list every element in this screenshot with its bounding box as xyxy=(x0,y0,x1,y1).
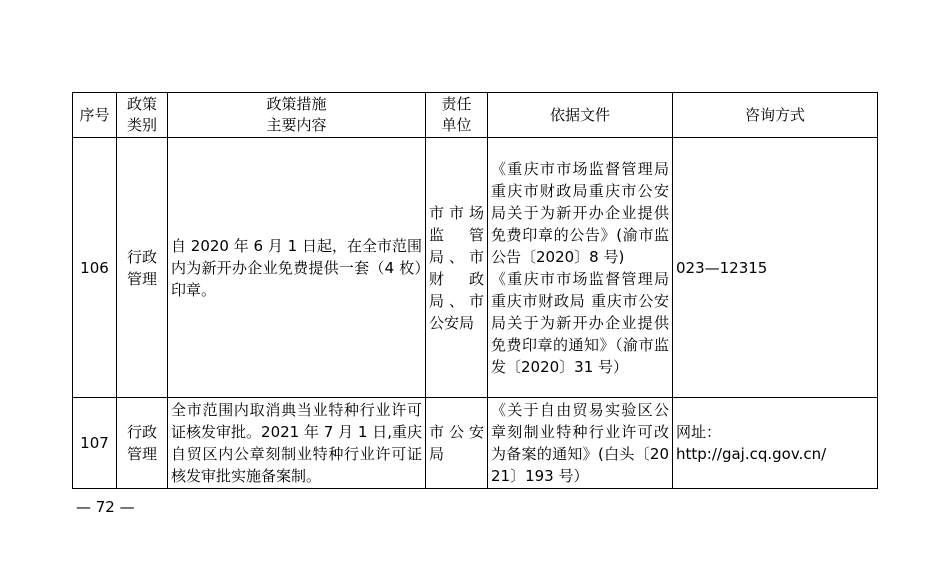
table-row xyxy=(73,398,878,489)
row-106-measures: 自 2020 年 6 月 1 日起，在全市范围内为新开办企业免费提供一套（4 枚）印章。 xyxy=(168,138,426,398)
row-106-unit: 市市场监管局、市财政局、市公安局 xyxy=(426,138,488,398)
page-number: — 72 — xyxy=(76,498,135,516)
header-unit: 责任 单位 xyxy=(426,93,488,138)
policy-table xyxy=(72,92,878,489)
row-107-basis: 《关于自由贸易实验区公章刻制业特种行业许可改为备案的通知》(白头〔2021〕193 号） xyxy=(488,398,673,489)
header-measures: 政策措施 主要内容 xyxy=(168,93,426,138)
header-row xyxy=(73,93,878,138)
row-107-category: 行政 管理 xyxy=(117,398,168,489)
header-contact: 咨询方式 xyxy=(673,93,878,138)
row-106-basis: 《重庆市市场监督管理局重庆市财政局重庆市公安局关于为新开办企业提供免费印章的公告》(渝市监公告〔2020〕8 号) 《重庆市市场监督管理局 重庆市财政局 重庆市公安局关于为新开办企业提供免费印章的通知》（渝市监发〔2020〕31 号） xyxy=(488,138,673,398)
table-row xyxy=(73,138,878,398)
row-107-unit: 市公安局 xyxy=(426,398,488,489)
header-no: 序号 xyxy=(73,93,117,138)
row-107-no: 107 xyxy=(73,398,117,489)
row-107-contact: 网址： http://gaj.cq.gov.cn/ xyxy=(673,398,878,489)
row-107-measures: 全市范围内取消典当业特种行业许可证核发审批。2021 年 7 月 1 日,重庆自贸区内公章刻制业特种行业许可证核发审批实施备案制。 xyxy=(168,398,426,489)
row-106-no: 106 xyxy=(73,138,117,398)
header-basis: 依据文件 xyxy=(488,93,673,138)
row-106-category: 行政 管理 xyxy=(117,138,168,398)
row-106-contact: 023—12315 xyxy=(673,138,878,398)
header-category: 政策 类别 xyxy=(117,93,168,138)
